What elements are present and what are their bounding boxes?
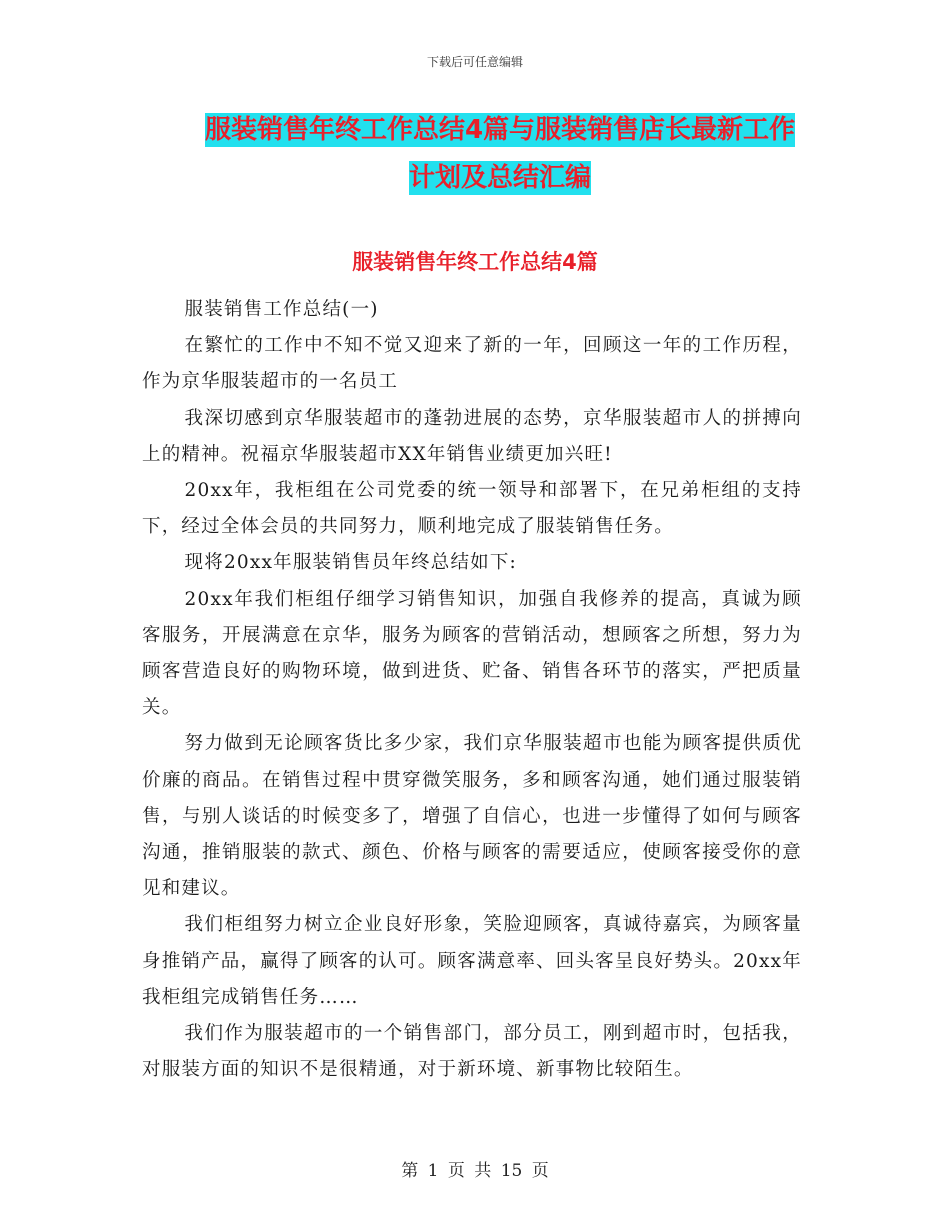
- header-note: 下载后可任意编辑: [426, 55, 523, 69]
- document-body: [142, 292, 802, 1088]
- paragraph: 我们作为服装超市的一个销售部门，部分员工，刚到超市时，包括我，对服装方面的知识不是很精通，对于新环境、新事物比较陌生。: [142, 1023, 802, 1081]
- document-title-line-2: [140, 154, 860, 202]
- paragraph: 现将20xx年服装销售员年终总结如下:: [184, 552, 517, 574]
- page-footer: 第 1 页 共 15 页: [401, 1161, 549, 1181]
- paragraph: 我们柜组努力树立企业良好形象，笑脸迎顾客，真诚待嘉宾，为顾客量身推销产品，赢得了顾客的认可。顾客满意率、回头客呈良好势头。20xx年我柜组完成销售任务……: [142, 914, 802, 1008]
- paragraph: 20xx年我们柜组仔细学习销售知识，加强自我修养的提高，真诚为顾客服务，开展满意在京华，服务为顾客的营销活动，想顾客之所想，努力为顾客营造良好的购物环境，做到进货、贮备、销售各环节的落实，严把质量关。: [142, 588, 802, 719]
- paragraph: 努力做到无论顾客货比多少家，我们京华服装超市也能为顾客提供质优价廉的商品。在销售过程中贯穿微笑服务，多和顾客沟通，她们通过服装销售，与别人谈话的时候变多了，增强了自信心，也进一步懂得了如何与顾客沟通，推销服装的款式、颜色、价格与顾客的需要适应，使顾客接受你的意见和建议。: [142, 733, 802, 900]
- title-highlight-2: 计划及总结汇编: [408, 163, 591, 193]
- paragraph: 我深切感到京华服装超市的蓬勃进展的态势，京华服装超市人的拼搏向上的精神。祝福京华服装超市XX年销售业绩更加兴旺!: [142, 407, 802, 465]
- paragraph: 在繁忙的工作中不知不觉又迎来了新的一年，回顾这一年的工作历程，作为京华服装超市的一名员工: [142, 335, 802, 393]
- section-title: 服装销售年终工作总结4篇: [352, 250, 598, 274]
- document-title-line-1: [140, 106, 860, 154]
- paragraph: 20xx年，我柜组在公司党委的统一领导和部署下，在兄弟柜组的支持下，经过全体会员的共同努力，顺利地完成了服装销售任务。: [142, 480, 802, 538]
- title-highlight-1: 服装销售年终工作总结4篇与服装销售店长最新工作: [204, 115, 796, 145]
- paragraph: 服装销售工作总结(一): [184, 299, 379, 320]
- document-title: [140, 106, 860, 202]
